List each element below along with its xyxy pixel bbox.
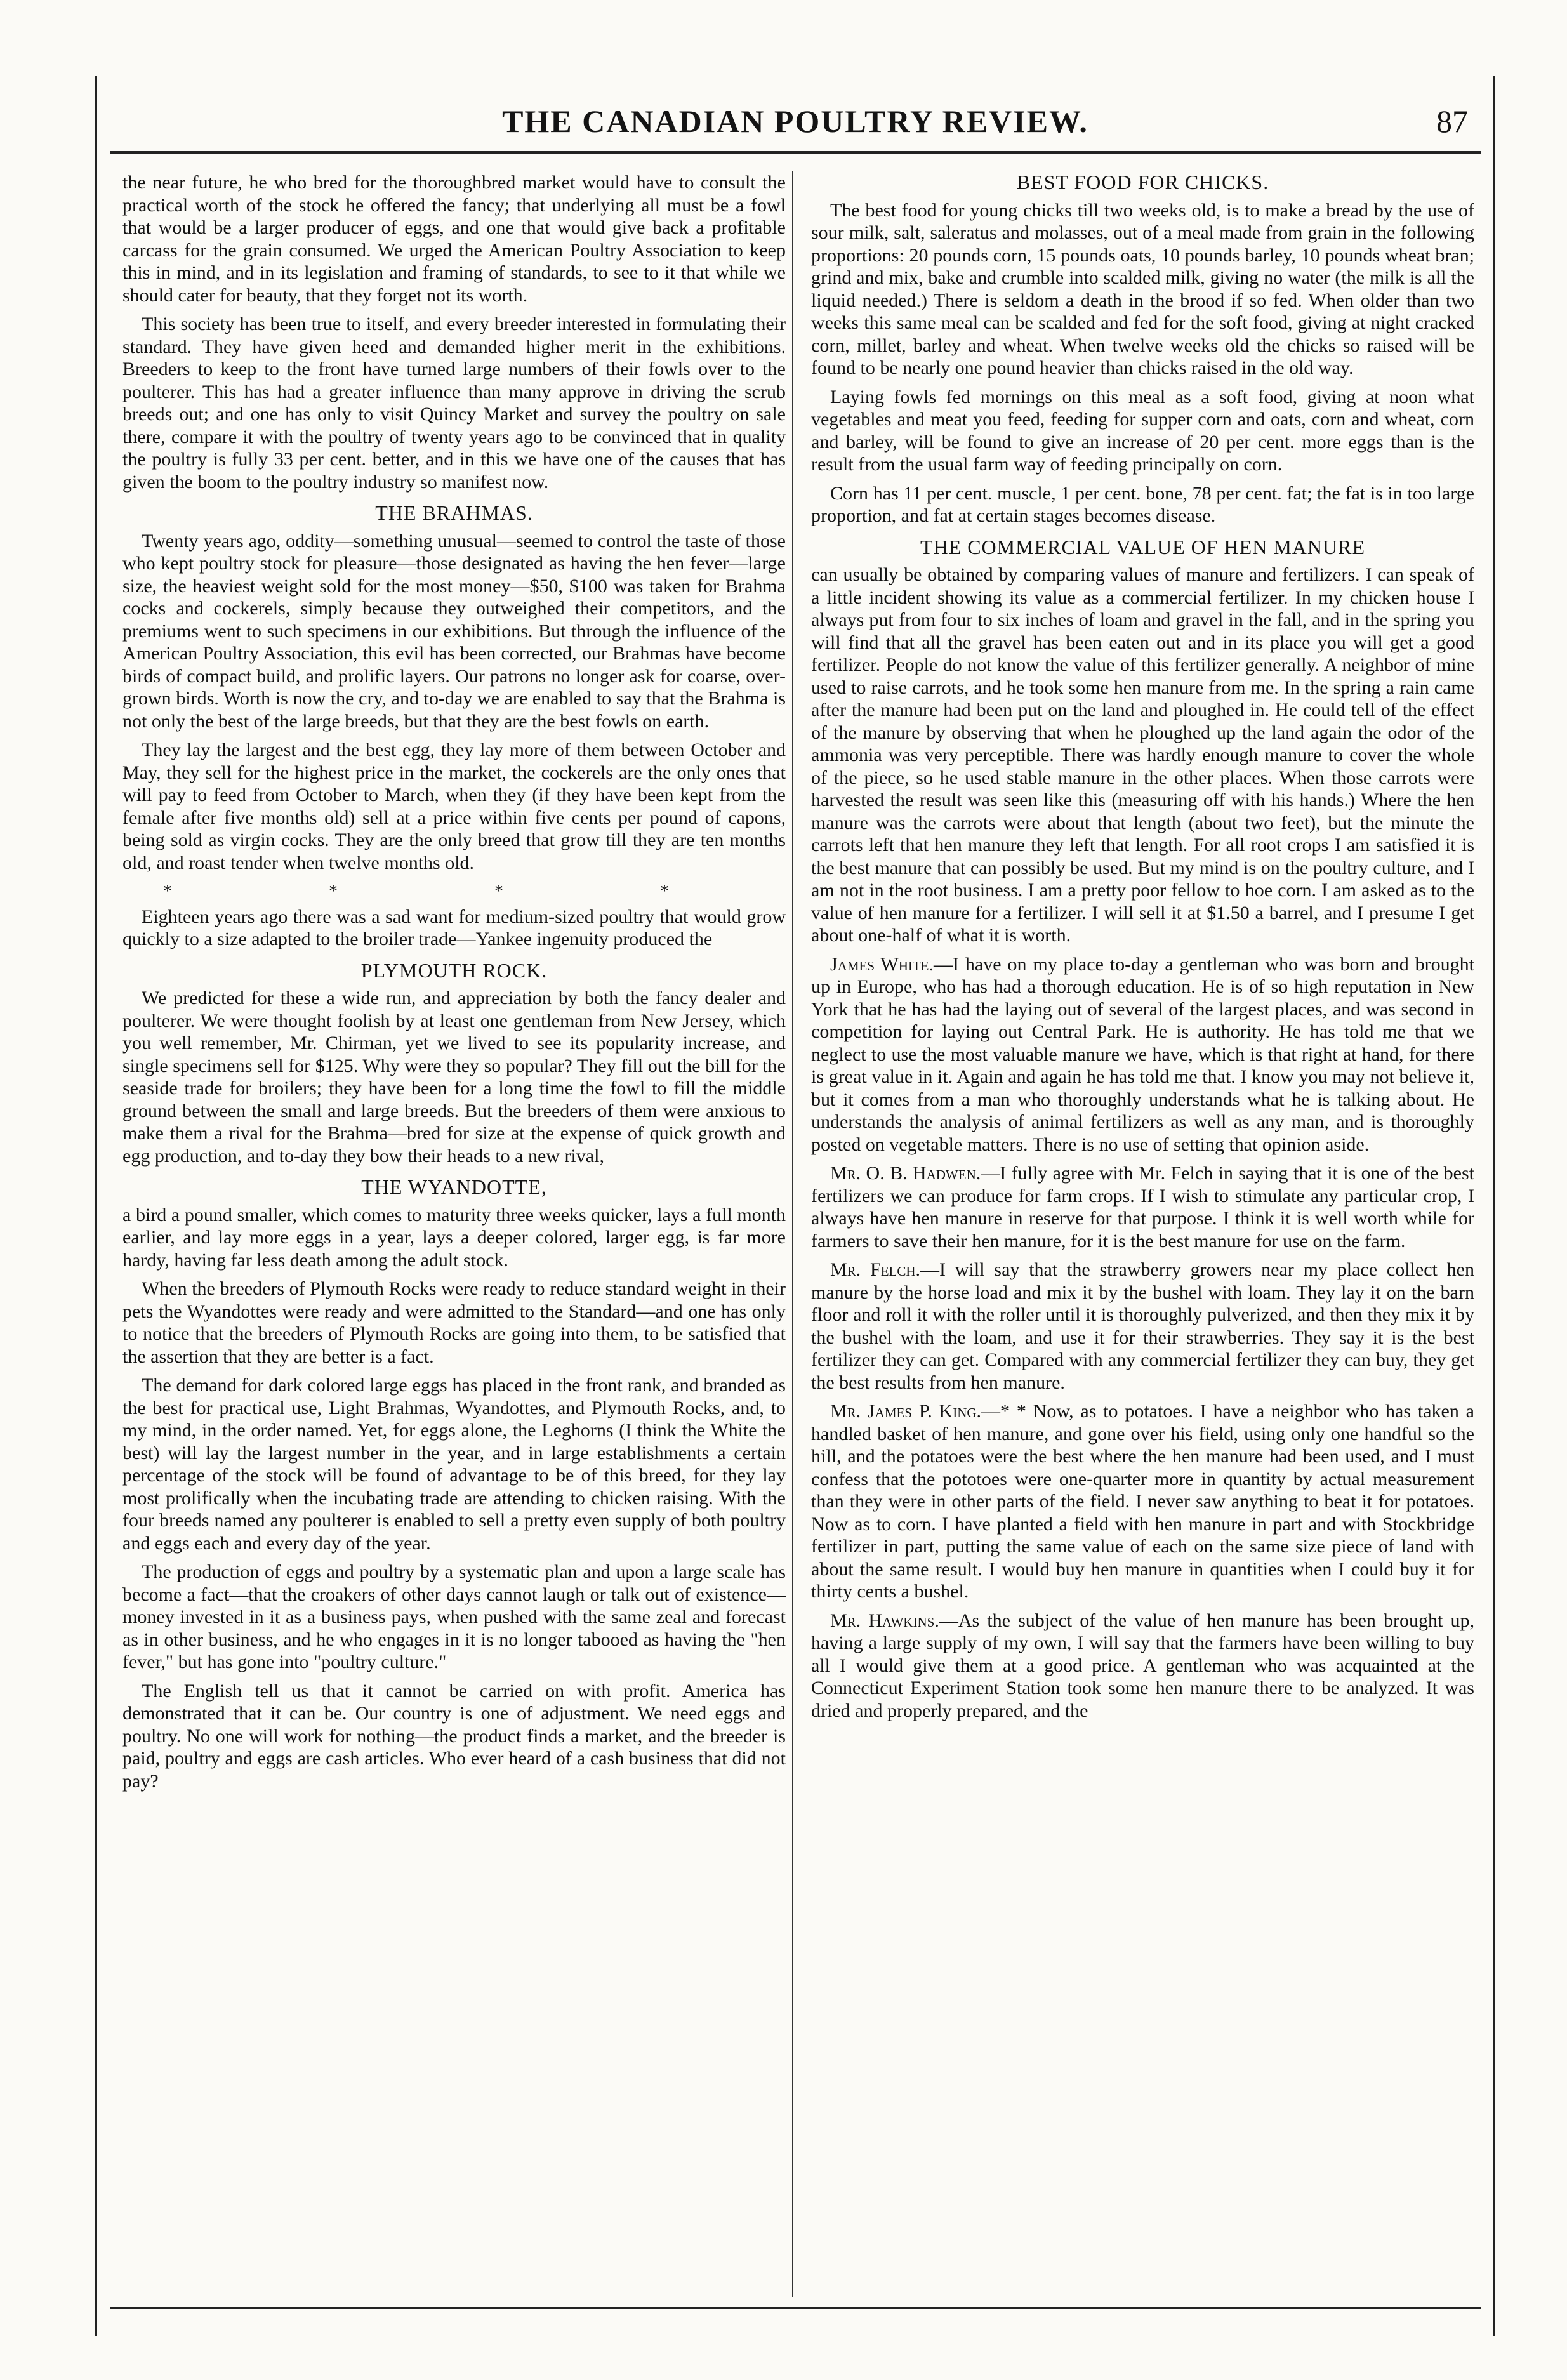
paragraph: This society has been true to itself, and every breeder interested in formulating their standard. They have given heed and demanded higher merit in the exhibitions. Breeders to keep to the front have turned large numbers of their fowls over to the poulterer. This has had a greater influence than many approve in driving the scrub breeds out; and one has only to visit Quincy Market and survey the poultry on sale there, compare it with the poultry of twenty years ago to be convinced that in quality the poultry is fully 33 per cent. better, and in this we have one of the causes that has given the boom to the poultry industry so manifest now.: [122, 314, 786, 493]
column-divider: [792, 171, 793, 2297]
paragraph: We predicted for these a wide run, and appreciation by both the fancy dealer and poulterer. We were thought foolish by at least one gentleman from New Jersey, which you well remember, Mr. Chirman, yet we lived to see its popularity increase, and single specimens sell for $125. Why were they so popular? They fill out the bill for the seaside trade for broilers; they have been for a long time the fowl to fill the middle ground between the small and large breeds. But the breeders of them were anxious to make them a rival for the Brahma—bred for size at the expense of quick growth and egg production, and to-day they bow their heads to a new rival,: [122, 988, 786, 1167]
publication-title: THE CANADIAN POULTRY REVIEW.: [502, 103, 1088, 139]
paragraph: a bird a pound smaller, which comes to maturity three weeks quicker, lays a full month earlier, and lay more eggs in a year, lays a deeper colored, larger egg, is far more hardy, having far less death among the adult stock.: [122, 1204, 786, 1271]
speaker-text: —As the subject of the value of hen manure has been brought up, having a large supply of my own, I will say that the farmers have been willing to buy all I would give them at a good price. A gentleman who was acquainted at the Connecticut Experiment Station took some hen manure there to be analyzed. It was dried and properly prepared, and the: [811, 1610, 1475, 1721]
section-heading-plymouth-rock: PLYMOUTH ROCK.: [360, 958, 548, 982]
paragraph: the near future, he who bred for the thoroughbred market would have to consult the practical worth of the stock he offered the fancy; that underlying all must be a fowl that would be a larger producer of eggs, and one that would give back a profitable carcass for the grain consumed. We urged the American Poultry Association to keep this in mind, and in its legislation and framing of standards, to see to it that while we should cater for beauty, that they forget not its worth.: [122, 172, 786, 306]
paragraph: Corn has 11 per cent. muscle, 1 per cent. bone, 78 per cent. fat; the fat is in too large proportion, and fat at certain stages becomes disease.: [811, 482, 1474, 526]
page-number: 87: [1436, 103, 1468, 139]
speaker-paragraph: [811, 953, 1474, 1156]
paragraph: The production of eggs and poultry by a systematic plan and upon a large scale has become a fact—that the croakers of other days cannot laugh or talk out of existence—money invested in it as a business pays, when pushed with the same zeal and forecast as in other business, and he who engages in it is no longer tabooed as having the "hen fever," but has gone into "poultry culture.": [122, 1561, 786, 1672]
section-break-stars: * * * *: [163, 882, 745, 901]
section-heading-brahmas: THE BRAHMAS.: [375, 501, 533, 524]
speaker-name: Mr. Felch.: [830, 1259, 921, 1280]
footer-rule: [110, 2307, 1481, 2309]
speaker-name: Mr. O. B. Hadwen.: [830, 1163, 981, 1184]
header-rule: [110, 151, 1481, 154]
paragraph: The demand for dark colored large eggs has placed in the front rank, and branded as the best for practical use, Light Brahmas, Wyandottes, and Plymouth Rocks, and, to my mind, in the order named. Yet, for eggs alone, the Leghorns (I think the White the best) will lay the largest number in the year, and in large establishments a certain percentage of the stock will be found of advantage to be of this breed, for they lay most prolifically when the incubating trade are attending to chicken raising. With the four breeds named any poulterer is enabled to sell a pretty even supply of both poultry and eggs each and every day of the year.: [122, 1375, 786, 1554]
speaker-name: Mr. James P. King.: [830, 1401, 982, 1422]
paragraph: can usually be obtained by comparing values of manure and fertilizers. I can speak of a little incident showing its value as a commercial fertilizer. In my chicken house I always put from four to six inches of loam and gravel in the fall, and in the spring you will find that all the gravel has been eaten out and in its place you will get a good fertilizer. People do not know the value of this fertilizer generally. A neighbor of mine used to raise carrots, and he took some hen manure from me. In the spring a rain came after the manure had been put on the land and ploughed in. He could tell of the effect of the manure by observing that when he ploughed up the land again the odor of the ammonia was very perceptible. There was hardly enough manure to cover the whole of the piece, so he used stable manure in the other places. When those carrots were harvested the result was seen like this (measuring off with his hands.) Where the hen manure was the carrots were about that length (about two feet), but the minute the carrots left that hen manure they left that length. For all root crops I am satisfied it is the best manure that can possibly be used. But my mind is on the poultry culture, and I am not in the root business. I am a pretty poor fellow to hoe corn. I am asked as to the value of hen manure for a fertilizer. I will sell it at $1.50 a barrel, and I presume I get about one-half of what it is worth.: [811, 564, 1474, 946]
speaker-paragraph: [811, 1162, 1474, 1252]
speaker-paragraph: [811, 1610, 1474, 1722]
paragraph: When the breeders of Plymouth Rocks were ready to reduce standard weight in their pets the Wyandottes were ready and were admitted to the Standard—and one has only to notice that the breeders of Plymouth Rocks are going into them, to be satisfied that the assertion that they are better is a fact.: [122, 1278, 786, 1367]
paragraph: Laying fowls fed mornings on this meal as a soft food, giving at noon what vegetables and meat you feed, feeding for supper corn and oats, corn and wheat, corn and barley, will be found to give an increase of 20 per cent. more eggs than is the result from the usual farm way of feeding principally on corn.: [811, 386, 1474, 475]
section-heading-best-food: BEST FOOD FOR CHICKS.: [1016, 171, 1269, 194]
page-header: [97, 95, 1493, 152]
speaker-text: —I will say that the strawberry growers near my place collect hen manure by the horse load and mix it by the bushel with loam. They lay it on the barn floor and roll it with the roller until it is thoroughly pulverized, and then they mix it by the bushel with the loam, and use it for their strawberries. They say it is the best fertilizer they can get. Compared with any commercial fertilizer they can buy, they get the best results from hen manure.: [811, 1259, 1475, 1393]
paragraph: Eighteen years ago there was a sad want for medium-sized poultry that would grow quickly to a size adapted to the broiler trade—Yankee ingenuity produced the: [122, 906, 786, 949]
speaker-paragraph: [811, 1400, 1474, 1603]
left-column: [122, 171, 786, 1799]
speaker-text: —* * Now, as to potatoes. I have a neighbor who has taken a handled basket of hen manure, and gone over his field, using only one handful so the hill, and the potatoes were the best where the hen manure had been used, and I must confess that the pototoes were one-quarter more in quantity by actual measurement than they were in other parts of the field. I never saw anything to beat it for potatoes. Now as to corn. I have planted a field with hen manure in part and with Stockbridge fertilizer in part, putting the same value of each on the same size piece of land with about the same result. I would buy hen manure in quantities when I could buy it for thirty cents a bushel.: [811, 1401, 1474, 1602]
paragraph: Twenty years ago, oddity—something unusual—seemed to control the taste of those who kept poultry stock for pleasure—those designated as having the hen fever—large size, the heaviest weight sold for the most money—$50, $100 was taken for Brahma cocks and cockerels, simply because they outweighed their competitors, and the premiums went to such specimens in our exhibitions. But through the influence of the American Poultry Association, this evil has been corrected, our Brahmas have become birds of compact build, and prolific layers. Our patrons no longer ask for coarse, over-grown birds. Worth is now the cry, and to-day we are enabled to say that the Brahma is not only the best of the large breeds, but that they are the best fowls on earth.: [122, 530, 786, 732]
paragraph: They lay the largest and the best egg, they lay more of them between October and May, they sell for the highest price in the market, the cockerels are the only ones that will pay to feed from October to March, when they (if they have been kept from the female after five months old) sell at a price within five cents per pound of capons, being sold as virgin cocks. They are the only breed that grow till they are ten months old, and roast tender when twelve months old.: [122, 739, 786, 873]
section-heading-wyandotte: THE WYANDOTTE,: [361, 1175, 547, 1198]
speaker-paragraph: [811, 1259, 1474, 1394]
speaker-name: Mr. Hawkins.: [830, 1610, 939, 1631]
paragraph: The English tell us that it cannot be carried on with profit. America has demonstrated that it can be. Our country is one of adjustment. We need eggs and poultry. No one will work for nothing—the product finds a market, and the breeder is paid, poultry and eggs are cash articles. Who ever heard of a cash business that did not pay?: [122, 1680, 786, 1792]
section-heading-hen-manure: THE COMMERCIAL VALUE OF HEN MANURE: [920, 535, 1365, 559]
paragraph: The best food for young chicks till two weeks old, is to make a bread by the use of sour milk, salt, saleratus and molasses, out of a meal made from grain in the following proportions: 20 pounds corn, 15 pounds oats, 10 pounds barley, 10 pounds wheat bran; grind and mix, bake and crumble into scalded milk, giving no water (the milk is all the liquid needed.) There is seldom a death in the brood if so fed. When older than two weeks this same meal can be scalded and fed for the soft food, giving at night cracked corn, millet, barley and wheat. When twelve weeks old the chicks so raised will be found to be nearly one pound heavier than chicks raised in the old way.: [811, 199, 1474, 378]
speaker-name: James White.: [830, 953, 934, 975]
speaker-text: —I fully agree with Mr. Felch in saying that it is one of the best fertilizers we can produce for farm crops. If I wish to stimulate any particular crop, I always have hen manure in reserve for that purpose. I think it is well worth while for farmers to save their hen manure, for it is the best manure for use on the farm.: [811, 1163, 1474, 1252]
right-column: [811, 171, 1474, 1728]
newspaper-page: [95, 76, 1495, 2336]
speaker-text: —I have on my place to-day a gentleman who was born and brought up in Europe, who has had a thorough education. He is of so high reputation in New York that he has had the laying out of several of the largest places, and was second in competition for laying out Central Park. He is authority. He has told me that we neglect to use the most valuable manure we have, which is that right at hand, for there is great value in it. Again and again he has told me that. I know you may not believe it, but it comes from a man who thoroughly understands what he is talking about. He understands the analysis of animal fertilizers as well as any man, and is thoroughly posted on vegetable matters. There is no use of setting that opinion aside.: [811, 953, 1474, 1155]
